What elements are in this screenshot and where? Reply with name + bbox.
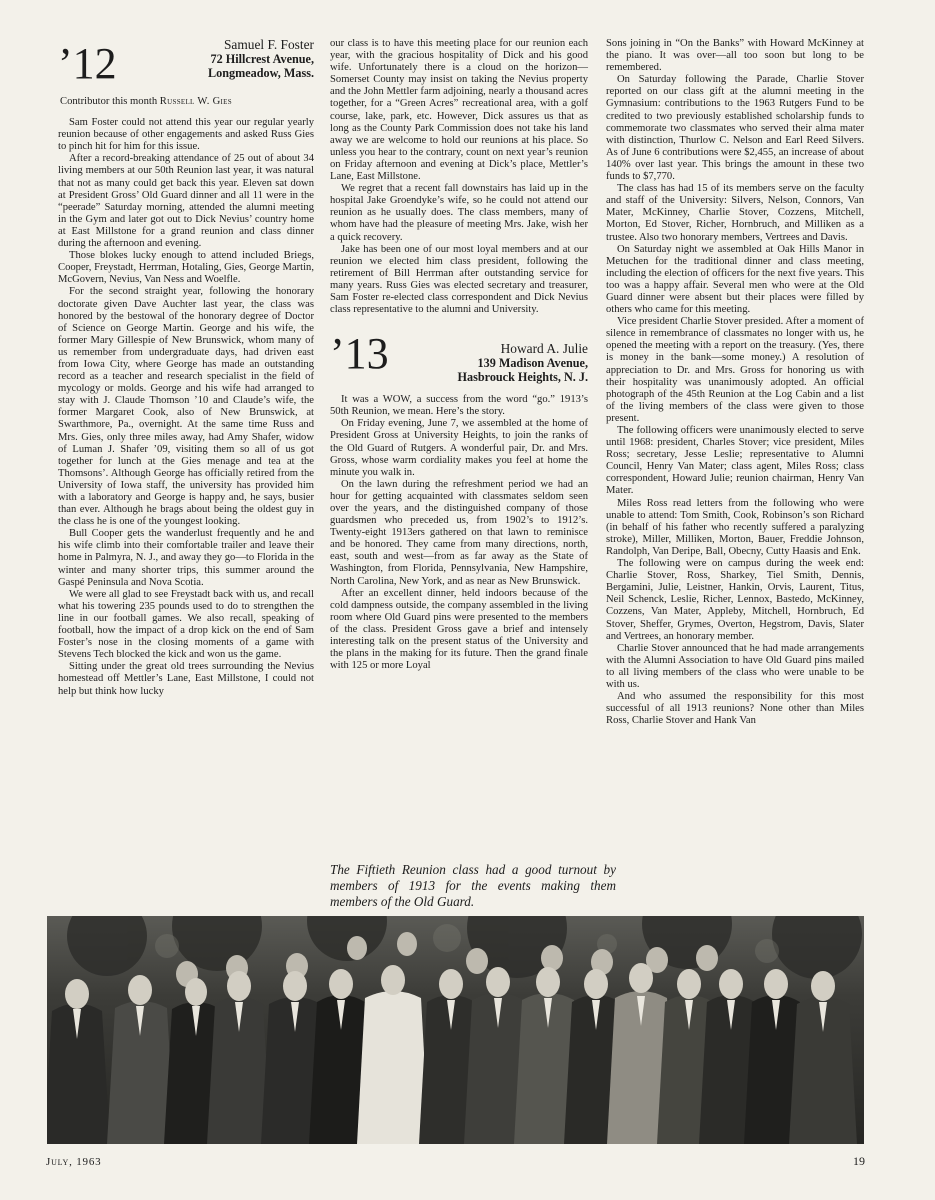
correspondent-address-line2-1912: Longmeadow, Mass. <box>208 66 314 80</box>
photo-caption: The Fiftieth Reunion class had a good turnout by members of 1913 for the events making them members of the Old Guard. <box>330 862 616 909</box>
paragraph: our class is to have this meeting place for our reunion each year, with the gracious hospitality of Dick and his good wife. Unfortunately there is a cloud on the horizon—Somerset County may insist on taking the Nevius property and the John Mettler farm adjoining, nearly a thousand acres together, for a “Green Acres” recreational area, with a golf course, lake, park, etc. However, Dick assures us that as long as the County Park Commission does not take his land away we are welcome to hold our reunions at his place. So unless you hear to the contrary, count on next year’s reunion on Friday afternoon and evening at Dick’s place, Mettler’s Lane, East Millstone. <box>330 38 588 183</box>
paragraph: And who assumed the responsibility for this most successful of all 1913 reunions? None other than Miles Ross, Charlie Stover and Hank Van <box>606 691 864 727</box>
paragraph: The class has had 15 of its members serve on the faculty and staff of the University: Silvers, Nelson, Connors, Van Mater, McKinney, Charlie Stover, Cozzens, Mitchell, Morton, Ed Stover, Richer, Hornbruch, and Milliken as a trustee. Also two honorary members, Vertrees and Davis. <box>606 183 864 243</box>
page-number: 19 <box>853 1154 865 1168</box>
correspondent-1912 <box>208 38 314 80</box>
paragraph: We regret that a recent fall downstairs has laid up in the hospital Jake Groendyke’s wife, so he could not attend our reunion as he usually does. The class members, many of whom have had the pleasure of meeting Mrs. Jake, wish her a quick recovery. <box>330 183 588 243</box>
paragraph: Bull Cooper gets the wanderlust frequently and he and his wife climb into their comfortable trailer and leave their home in Palmyra, N. J., and away they go—to Florida in the winter and many shorter trips, this summer around the Gaspé Peninsula and Nova Scotia. <box>58 528 314 588</box>
issue-date: July, 1963 <box>46 1156 102 1168</box>
paragraph: We were all glad to see Freystadt back with us, and recall what his towering 235 pounds used to do to strengthen the line in our football games. We also recall, speaking of football, how the impact of a drop kick on the end of Sam Foster’s nose in the closing moments of a game with Stevens Tech blocked the kick and won us the game. <box>58 588 314 661</box>
correspondent-address-line1-1912: 72 Hillcrest Avenue, <box>210 52 314 66</box>
paragraph: Vice president Charlie Stover presided. After a moment of silence in remembrance of classmates no longer with us, he opened the meeting with a report on the treasury. (Yes, there is money in the bank—some money.) A resolution of appreciation to Dr. and Mrs. Gross for honoring us with their hospitality was unanimously adopted. An official photograph of the 45th Reunion at the Log Cabin and a list of the living members of the class were given to those present. <box>606 316 864 424</box>
correspondent-name-1912: Samuel F. Foster <box>223 37 314 52</box>
paragraph: On Saturday night we assembled at Oak Hills Manor in Metuchen for the traditional dinner and class meeting, including the election of officers for the next five years. This too was a happy affair. Several men who were at the Old Guard dinner were absent but their places were filled by others who came for this meeting. <box>606 243 864 316</box>
paragraph: Those blokes lucky enough to attend included Briegs, Cooper, Freystadt, Herrman, Hotaling, Gies, George Martin, McGovern, Nevius, Van Ness and Woelfle. <box>58 250 314 286</box>
contributor-name: Russell W. Gies <box>159 96 232 107</box>
class-1913-header <box>330 328 588 384</box>
paragraph: On the lawn during the refreshment period we had an hour for getting acquainted with classmates seldom seen over the years, and the distinguished company of those guardsmen who preceded us, from 1902’s to 1912’s. Twenty-eight 1913ers gathered on that lawn to reminisce and be honored. They came from many directions, north, east, south and west—from as far away as the State of Washington, from Florida, Pennsylvania, New Hampshire, North Carolina, New York, and as near as New Brunswick. <box>330 478 588 587</box>
class-year-1912: ’12 <box>58 39 117 88</box>
paragraph: Charlie Stover announced that he had made arrangements with the Alumni Association to have Old Guard pins mailed to all living members of the class who were unable to be with us. <box>606 642 864 690</box>
correspondent-address-line1-1913: 139 Madison Avenue, <box>477 356 588 371</box>
paragraph: On Saturday following the Parade, Charlie Stover reported on our class gift at the alumni meeting in the Gymnasium: contributions to the 1963 Rutgers Fund to be credited to two previously established scholarship funds to commemorate two classmates who served their alma mater with distinction, Thurlow C. Nelson and Earl Reed Silvers. As of June 6 contributions were $2,455, an increase of about 140% over last year. This brings the amount in these two funds to $7,770. <box>606 74 864 183</box>
paragraph: After a record-breaking attendance of 25 out of about 34 living members at our 50th Reunion last year, it was natural that not as many could get back this year. Eleven sat down at President Gross’ Old Guard dinner and all 11 were in the “peerade” Saturday morning, attended the alumni meeting in the Gym and later got out to Dick Nevius’ country home at East Millstone for a grand reunion and class dinner during the afternoon and evening. <box>58 153 314 250</box>
contributor-label: Contributor this month <box>60 96 158 107</box>
paragraph: Jake has been one of our most loyal members and at our reunion we elected him class president, following the retirement of Bill Herrman after outstanding service for many years. Russ Gies was elected secretary and treasurer, Sam Foster re-elected class correspondent and Dick Nevius class representative to the alumni and University. <box>330 243 588 316</box>
paragraph: Sam Foster could not attend this year our regular yearly reunion because of other engagements and asked Russ Gies to pinch hit for him for this issue. <box>58 117 314 153</box>
column-1 <box>58 38 314 698</box>
column-2 <box>330 38 588 672</box>
column-3 <box>606 38 864 727</box>
paragraph: It was a WOW, a success from the word “go.” 1913’s 50th Reunion, we mean. Here’s the story. <box>330 394 588 418</box>
group-photo-illustration <box>47 916 864 1144</box>
paragraph: For the second straight year, following the honorary doctorate given Dave Auchter last year, the class was honored by the bestowal of the honorary degree of Doctor of Science on George Martin. George and his wife, the former Mary Gillespie of New Brunswick, whom many of us remember from undergraduate days, had driven east from Iowa City, where George has made an outstanding record as a teacher and research specialist in the field of mycology or molds. George and his wife had arranged to stay with J. Claude Thomson ’10 and Claude’s wife, the former Margaret Cook, also of New Brunswick, at Swarthmore, Pa., overnight. At the same time Russ and Mrs. Gies, only three miles away, had Amy Shafer, widow of Luman J. Shafer ’09, visiting them so all of us got together for lunch at the Gies menage and tea at the Thomsons’. Although George has officially retired from the University of Iowa staff, the university has provided him with a laboratory and George is happy and, he says, busier than ever. Although he brags about being the oldest guy in the class he is one of the youngest looking. <box>58 286 314 528</box>
paragraph: After an excellent dinner, held indoors because of the cold dampness outside, the company assembled in the living room where Old Guard pins were presented to the members of the class. President Gross gave a brief and intensely interesting talk on the present status of the University and the plans in the making for its future. Then the grand finale with 125 or more Loyal <box>330 587 588 672</box>
paragraph: The following officers were unanimously elected to serve until 1968: president, Charles Stover; vice president, Miles Ross; secretary, Jesse Leslie; representative to Alumni Council, Henry Van Mater; class agent, Miles Ross; class correspondent, Howard Julie; reunion chairman, Henry Van Mater. <box>606 425 864 497</box>
paragraph: Sons joining in “On the Banks” with Howard McKinney at the piano. It was over—all too soon but long to be remembered. <box>606 38 864 74</box>
paragraph: Miles Ross read letters from the following who were unable to attend: Tom Smith, Cook, Robinson’s son Richard (in behalf of his father who recently suffered a paralyzing stroke), Miller, Milliken, Morton, Bauer, Freddie Johnson, Randolph, Van Deripe, Ball, Obecny, Cutty Haasis and Enk. <box>606 497 864 557</box>
contributor-line <box>58 96 314 108</box>
correspondent-name-1913: Howard A. Julie <box>500 341 588 357</box>
class-year-1913: ’13 <box>330 329 389 379</box>
class-1912-header <box>58 38 314 86</box>
paragraph: On Friday evening, June 7, we assembled at the home of President Gross at University Heights, to join the ranks of the Old Guard of Rutgers. A wonderful pair, Dr. and Mrs. Gross, whose warm cordiality makes you feel at home the minute you walk in. <box>330 418 588 478</box>
paragraph: The following were on campus during the week end: Charlie Stover, Ross, Sharkey, Tiel Smith, Dennis, Bergamini, Julie, Leistner, Hankin, Orvis, Laurent, Titus, Neil Schenck, Leslie, Richer, Lennox, Bastedo, McKinney, Cozzens, Van Mater, Appleby, Mitchell, Hornbruch, Ed Stover, Sheffer, Grymes, Overton, Hegstrom, Davis, Slater and Vertrees, an honorary member. <box>606 558 864 642</box>
group-photo <box>47 916 864 1144</box>
correspondent-address-line2-1913: Hasbrouck Heights, N. J. <box>457 370 588 385</box>
correspondent-1913 <box>458 342 588 384</box>
paragraph: Sitting under the great old trees surrounding the Nevius homestead off Mettler’s Lane, East Millstone, I could not help but think how lucky <box>58 661 314 697</box>
